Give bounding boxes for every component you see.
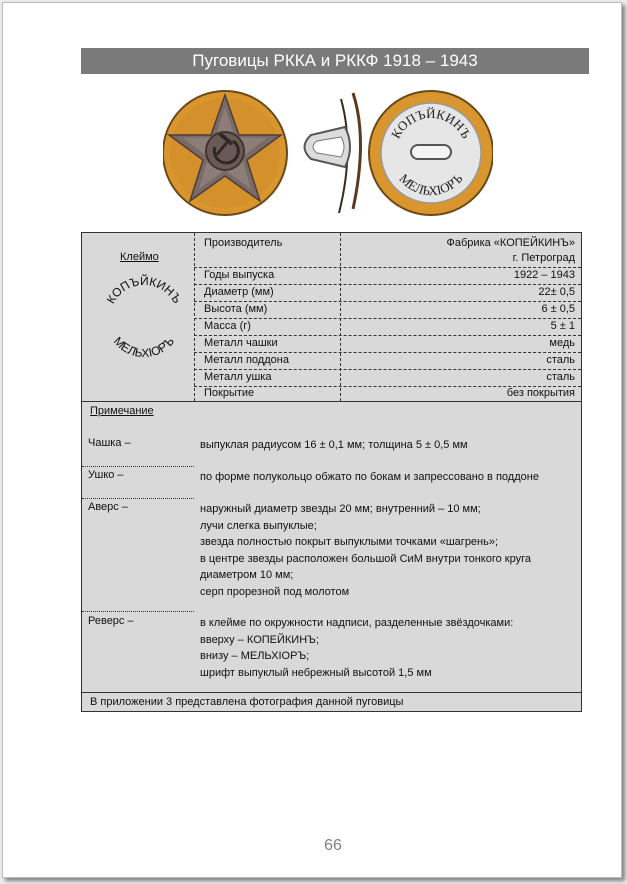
button-reverse-image bbox=[369, 91, 493, 215]
note-text-shank: по форме полукольцо обжато по бокам и запрессовано в поддоне bbox=[200, 471, 539, 483]
note-label-shank: Ушко – bbox=[88, 469, 124, 481]
footer-note: В приложении 3 представлена фотография данной пуговицы bbox=[90, 696, 404, 708]
spec-label-manufacturer: Производитель bbox=[204, 237, 283, 249]
spec-value-mass: 5 ± 1 bbox=[550, 320, 575, 332]
stamp-label: Клеймо bbox=[120, 251, 159, 263]
spec-label-diameter: Диаметр (мм) bbox=[204, 286, 274, 298]
svg-text:МЕЛЬХIОРЪ: МЕЛЬХIОРЪ bbox=[396, 170, 466, 199]
spec-value-shank-metal: сталь bbox=[546, 371, 575, 383]
note-text-reverse: в клейме по окружности надписи, разделенные звёздочками: вверху – КОПЕЙКИНЪ; внизу – МЕЛЬХIОРЪ; шрифт выпуклый небрежный высотой 1,5 мм bbox=[200, 617, 514, 679]
note-text-cup: выпуклая радиусом 16 ± 0,1 мм; толщина 5 ± 0,5 мм bbox=[200, 439, 468, 451]
spec-label-base-metal: Металл поддона bbox=[204, 354, 289, 366]
spec-value-years: 1922 – 1943 bbox=[513, 269, 575, 281]
spec-label-shank-metal: Металл ушка bbox=[204, 371, 272, 383]
stamp-drawing bbox=[96, 269, 192, 365]
spec-value-manufacturer-city: г. Петроград bbox=[512, 252, 575, 264]
note-label-obverse: Аверс – bbox=[88, 501, 128, 513]
page-title: Пуговицы РККА и РККФ 1918 – 1943 bbox=[81, 48, 589, 74]
spec-table bbox=[81, 232, 582, 712]
spec-label-mass: Масса (г) bbox=[204, 320, 251, 332]
spec-label-coating: Покрытие bbox=[204, 387, 255, 399]
spec-value-manufacturer: Фабрика «КОПЕЙКИНЪ» bbox=[446, 237, 575, 249]
button-photos bbox=[163, 89, 493, 219]
svg-text:КОПЪЙКИНЪ: КОПЪЙКИНЪ bbox=[103, 273, 185, 306]
spec-label-height: Высота (мм) bbox=[204, 303, 268, 315]
svg-text:МЕЛЬХIОРЪ: МЕЛЬХIОРЪ bbox=[110, 333, 178, 361]
spec-label-cup-metal: Металл чашки bbox=[204, 337, 278, 349]
note-text-obverse: наружный диаметр звезды 20 мм; внутренний – 10 мм; лучи слегка выпуклые; звезда полностью покрыт выпуклыми точками «шагрень»; в центре звезды расположен большой СиМ внутри тонкого круга диаметром 10 мм; серп прорезной под молотом bbox=[200, 503, 531, 598]
spec-value-diameter: 22± 0,5 bbox=[538, 286, 575, 298]
note-label-cup: Чашка – bbox=[88, 437, 131, 449]
spec-label-years: Годы выпуска bbox=[204, 269, 275, 281]
spec-value-base-metal: сталь bbox=[546, 354, 575, 366]
spec-value-height: 6 ± 0,5 bbox=[541, 303, 575, 315]
button-obverse-image bbox=[163, 91, 287, 215]
notes-header: Примечание bbox=[90, 405, 154, 417]
spec-value-coating: без покрытия bbox=[506, 387, 575, 399]
svg-text:КОПЪЙКИНЪ: КОПЪЙКИНЪ bbox=[387, 106, 475, 142]
document-page bbox=[2, 2, 622, 878]
spec-value-cup-metal: медь bbox=[549, 337, 575, 349]
page-number: 66 bbox=[324, 837, 342, 854]
button-side-image bbox=[305, 93, 361, 213]
note-label-reverse: Реверс – bbox=[88, 615, 134, 627]
